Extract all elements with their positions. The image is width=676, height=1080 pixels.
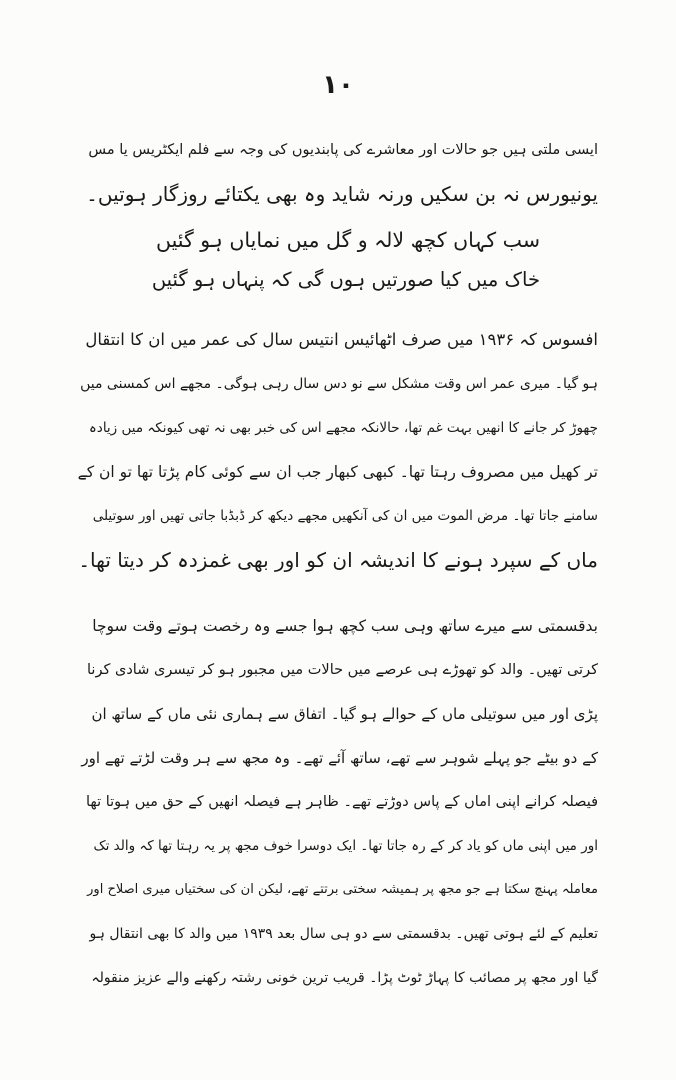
text-line: افسوس کہ ۱۹۳۶ میں صرف اٹھائیس انتیس سال کی عمر میں ان کا انتقال	[85, 330, 598, 349]
text-line: ایسی ملتی ہیں جو حالات اور معاشرے کی پابندیوں کی وجہ سے فلم ایکٹریس یا مس	[88, 142, 598, 158]
text-line: بدقسمتی سے میرے ساتھ وہی سب کچھ ہوا جسے وہ رخصت ہوتے وقت سوچا	[92, 617, 598, 635]
text-line: اور میں اپنی ماں کو یاد کر کے رہ جاتا تھا۔ ایک دوسرا خوف مجھ پر یہ رہتا تھا کہ والد تک	[93, 838, 598, 854]
text-line: یونیورس نہ بن سکیں ورنہ شاید وہ بھی یکتائے روزگار ہوتیں۔	[86, 182, 598, 206]
text-line: کرتی تھیں۔ والد کو تھوڑے ہی عرصے میں حالات میں مجبور ہو کر تیسری شادی کرنا	[87, 662, 598, 678]
paragraph-1	[78, 128, 598, 216]
verse	[150, 220, 540, 300]
verse-line: سب کہاں کچھ لالہ و گل میں نمایاں ہو گئیں	[155, 228, 540, 252]
paragraph-2	[78, 318, 598, 582]
text-line: پڑی اور میں سوتیلی ماں کے حوالے ہو گیا۔ اتفاق سے ہماری نئی ماں کے ساتھ ان	[91, 705, 598, 723]
page-number: ١٠	[322, 70, 354, 100]
text-line: گیا اور مجھ پر مصائب کا پہاڑ ٹوٹ پڑا۔ قریب ترین خونی رشتہ رکھنے والے عزیز منقولہ	[91, 970, 598, 986]
text-line: چھوڑ کر جانے کا انھیں بہت غم تھا، حالانکہ مجھے اس کی خبر بھی نہ تھی کیونکہ میں زیادہ	[88, 420, 598, 436]
verse-line: خاک میں کیا صورتیں ہوں گی کہ پنہاں ہو گئیں	[151, 268, 540, 291]
text-line: ماں کے سپرد ہونے کا اندیشہ ان کو اور بھی غمزدہ کر دیتا تھا۔	[78, 548, 598, 572]
text-line: تر کھیل میں مصروف رہتا تھا۔ کبھی کبھار جب ان سے کوئی کام پڑتا تھا تو ان کے	[78, 463, 598, 481]
text-line: معاملہ پہنچ سکتا ہے جو مجھ پر ہمیشہ سختی برتتے تھے، لیکن ان کی سختیاں میری اصلاح اور	[87, 882, 598, 897]
text-line: کے دو بیٹے جو پہلے شوہر سے تھے، ساتھ آئے تھے۔ وہ مجھ سے ہر وقت لڑتے تھے اور	[81, 749, 598, 767]
text-line: ہو گیا۔ میری عمر اس وقت مشکل سے نو دس سال رہی ہوگی۔ مجھے اس کمسنی میں	[80, 376, 598, 392]
paragraph-3	[78, 604, 598, 1000]
text-line: سامنے جاتا تھا۔ مرض الموت میں ان کی آنکھیں مجھے دیکھ کر ڈبڈبا جاتی تھیں اور سوتیلی	[92, 508, 598, 524]
text-line: تعلیم کے لئے ہوتی تھیں۔ بدقسمتی سے دو ہی سال بعد ۱۹۳۹ میں والد کا بھی انتقال ہو	[89, 926, 598, 942]
text-line: فیصلہ کرانے اپنی اماں کے پاس دوڑتے تھے۔ ظاہر ہے فیصلہ انھیں کے حق میں ہوتا تھا	[85, 794, 598, 810]
